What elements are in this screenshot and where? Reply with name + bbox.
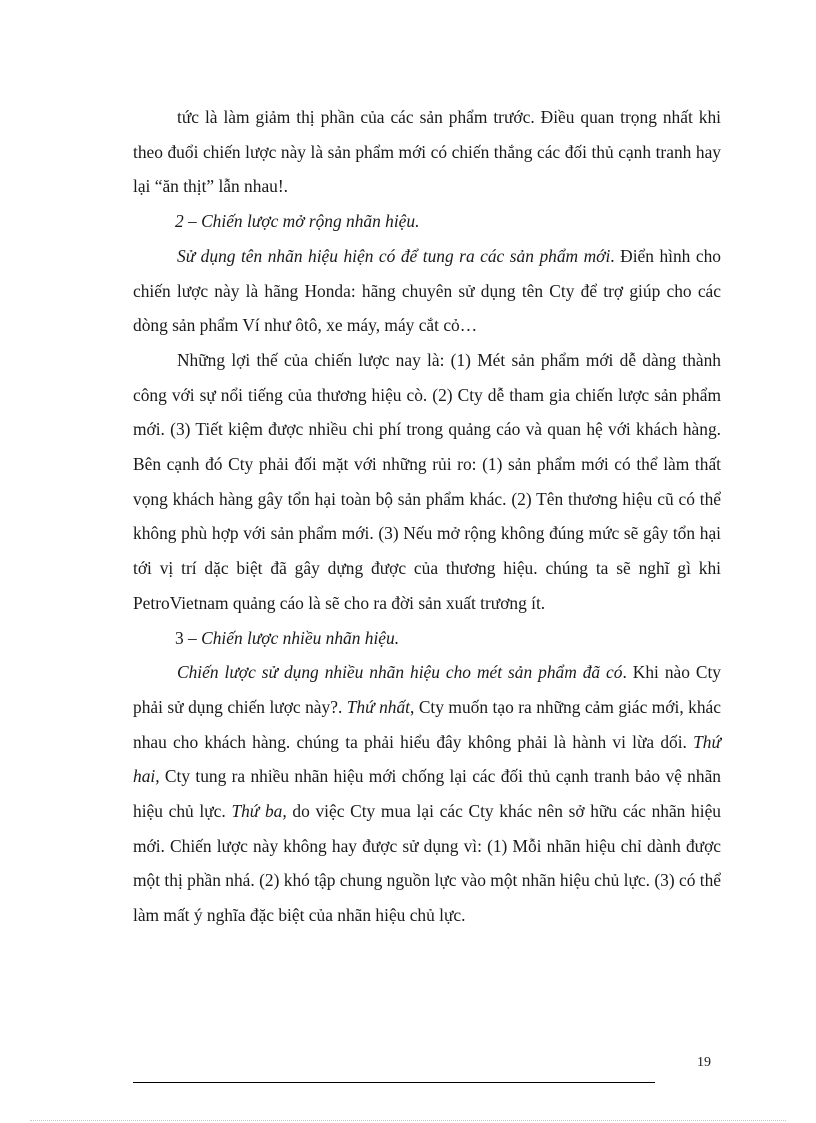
- inline-italic-second: Thứ hai,: [133, 731, 721, 787]
- paragraph-body: do việc Cty mua lại các Cty khác nên sở hữu các nhãn hiệu mới. Chiến lược này không hay được sử dụng vì: (1) Mỗi nhãn hiệu chỉ dành được một thị phần nhá. (2) khó tập chung nguồn lực vào một nhãn hiệu chủ lực. (3) có thể làm mất ý nghĩa đặc biệt của nhãn hiệu chủ lực.: [133, 801, 721, 926]
- footer-divider: [133, 1082, 655, 1083]
- paragraph-brand-extension: [133, 239, 721, 343]
- inline-italic-third: Thứ ba,: [231, 801, 287, 822]
- section-heading-3: [133, 621, 721, 656]
- paragraph-advantages-risks: Những lợi thế của chiến lược nay là: (1) Mét sản phẩm mới dễ dàng thành công với sự nổi tiếng của thương hiệu cò. (2) Cty dễ tham gia chiến lược sản phẩm mới. (3) Tiết kiệm được nhiều chi phí trong quảng cáo và quan hệ với khách hàng. Bên cạnh đó Cty phải đối mặt với những rủi ro: (1) sản phẩm mới có thể làm thất vọng khách hàng gây tổn hại toàn bộ sản phẩm khác. (2) Tên thương hiệu cũ có thể không phù hợp với sản phẩm mới. (3) Nếu mở rộng không đúng mức sẽ gây tổn hại tới vị trí dặc biệt đã gây dựng được của thương hiệu. chúng ta sẽ nghĩ gì khi PetroVietnam quảng cáo là sẽ cho ra đời sản xuất trương ít.: [133, 349, 721, 613]
- paragraph-lead-italic: Sử dụng tên nhãn hiệu hiện có để tung ra các sản phẩm mới: [177, 245, 611, 266]
- body-text: [133, 100, 721, 933]
- inline-italic-first: Thứ nhất: [346, 696, 411, 717]
- page-number: 19: [697, 1055, 711, 1070]
- section-heading-2: [133, 204, 721, 239]
- paragraph-lead-italic: Chiến lược sử dụng nhiều nhãn hiệu cho mét sản phẩm đã có: [177, 662, 623, 683]
- page-bottom-dotted-line: [30, 1120, 786, 1121]
- section-heading-3-number: 3: [175, 627, 184, 648]
- paragraph-body: , Cty muốn tạo ra những cảm giác mới, khác nhau cho khách hàng. chúng ta phải hiểu đây không phải là hành vi lừa dối.: [133, 696, 721, 752]
- paragraph-continuation: tức là làm giảm thị phần của các sản phẩm trước. Điều quan trọng nhất khi theo đuổi chiến lược này là sản phẩm mới có chiến thắng các đối thủ cạnh tranh hay lại “ăn thịt” lẫn nhau!.: [133, 107, 721, 197]
- paragraph-multibrand: [133, 655, 721, 933]
- section-heading-2-text: 2 – Chiến lược mở rộng nhãn hiệu.: [175, 211, 420, 232]
- section-heading-3-text: – Chiến lược nhiều nhãn hiệu.: [183, 627, 400, 648]
- paragraph-body: . Điển hình cho chiến lược này là hãng Honda: hãng chuyên sử dụng tên Cty để trợ giúp cho các dòng sản phẩm Ví như ôtô, xe máy, máy cắt cỏ…: [133, 245, 721, 336]
- paragraph-body: Cty tung ra nhiều nhãn hiệu mới chống lại các đối thủ cạnh tranh bảo vệ nhãn hiệu chủ lực.: [133, 766, 721, 822]
- paragraph-body: . Khi nào Cty phải sử dụng chiến lược này?.: [133, 662, 722, 717]
